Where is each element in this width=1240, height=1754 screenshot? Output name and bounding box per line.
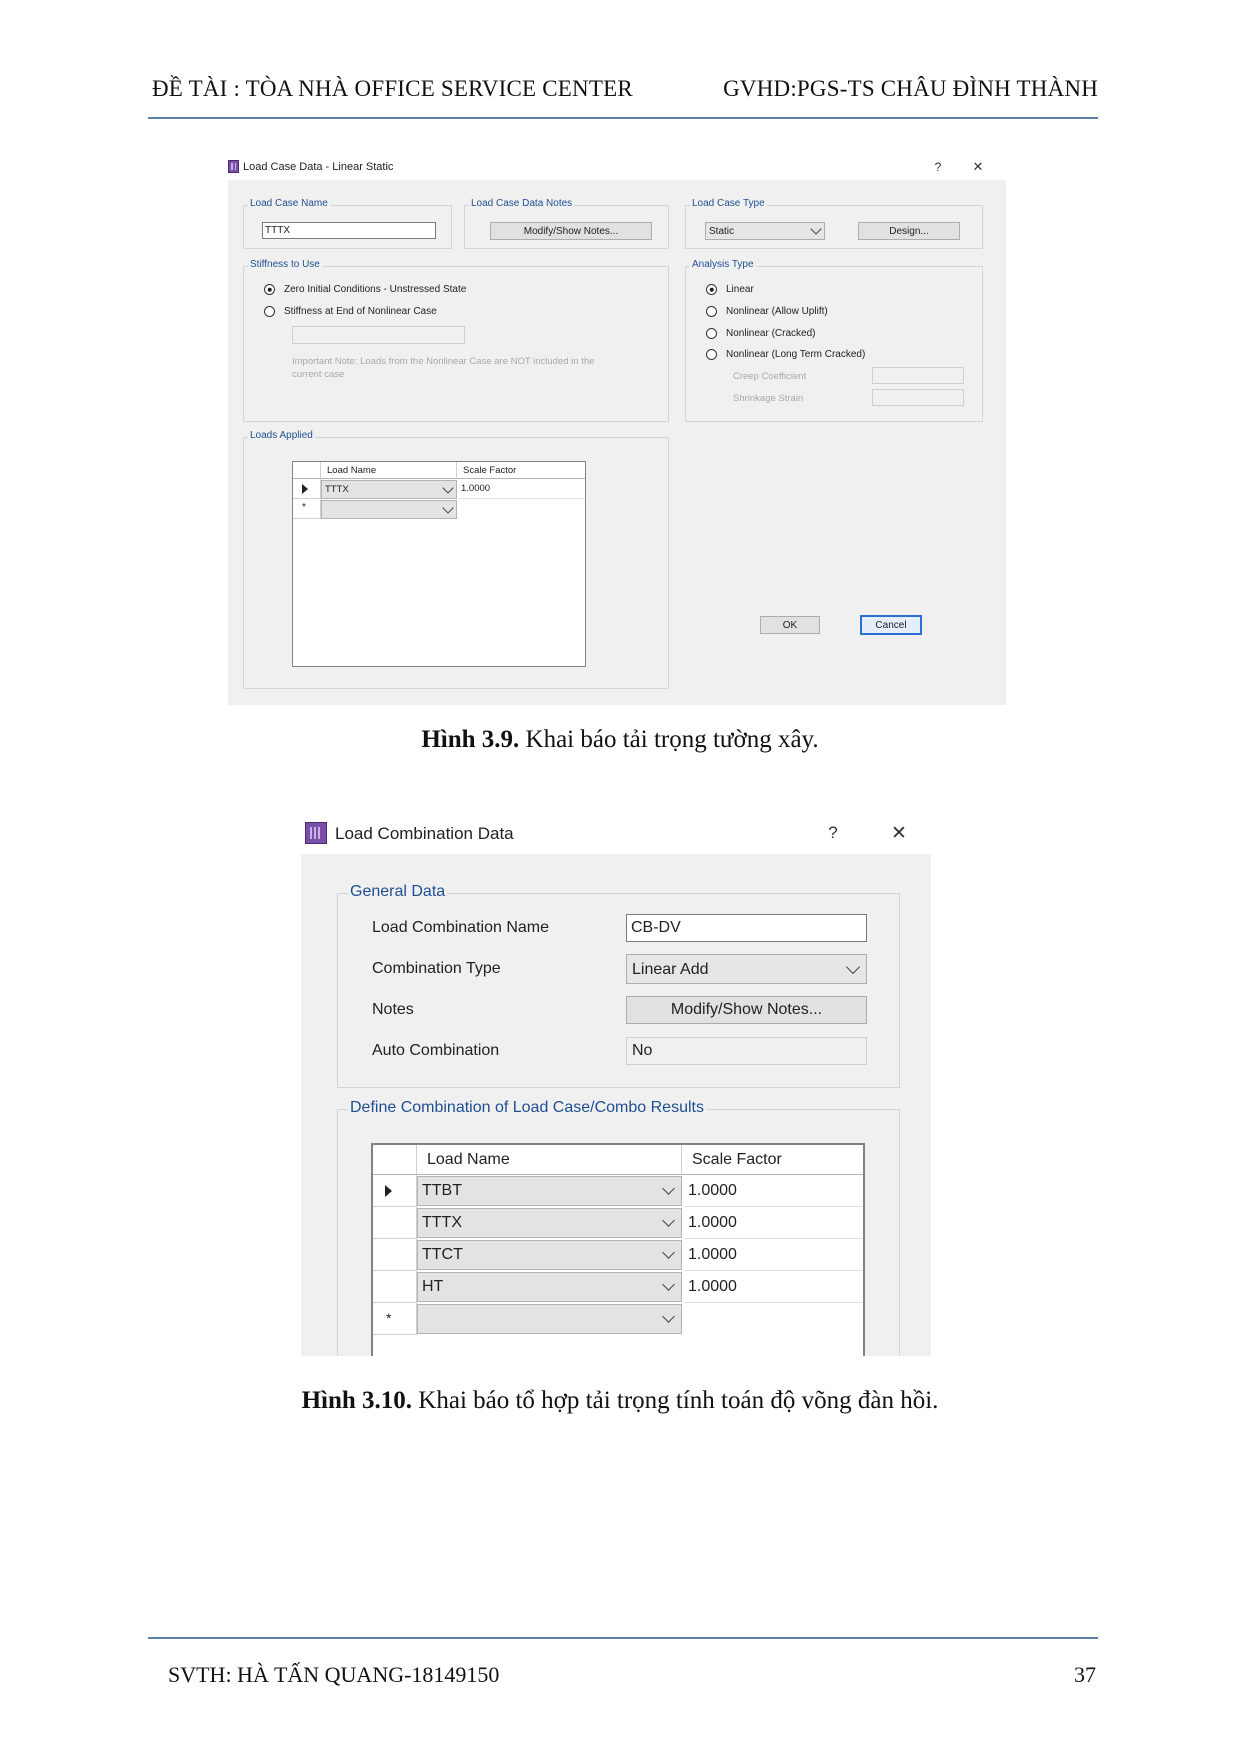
title-bar (301, 812, 931, 854)
chevron-down-icon (662, 1246, 675, 1259)
row-selector[interactable] (373, 1207, 417, 1239)
load-case-name-input[interactable]: TTTX (262, 222, 436, 239)
combination-type-value: Linear Add (632, 961, 709, 978)
load-case-type-select[interactable] (705, 222, 825, 240)
row-selector[interactable] (373, 1175, 417, 1207)
close-icon[interactable]: ✕ (972, 159, 984, 174)
auto-combination-label: Auto Combination (372, 1042, 500, 1059)
header-topic: ĐỀ TÀI : TÒA NHÀ OFFICE SERVICE CENTER (152, 76, 633, 101)
general-data-label: General Data (350, 883, 446, 900)
shrinkage-strain-label: Shrinkage Strain (733, 393, 804, 404)
footer-rule (148, 1637, 1098, 1639)
column-header-load-name: Load Name (321, 462, 457, 479)
load-name-cell: HT (422, 1278, 444, 1295)
chevron-down-icon (810, 223, 821, 234)
page-number: 37 (1074, 1662, 1096, 1687)
column-header-scale-factor: Scale Factor (457, 462, 586, 479)
radio-linear-label: Linear (726, 284, 754, 295)
radio-nonlinear-longterm[interactable] (706, 349, 717, 360)
chevron-down-icon (662, 1214, 675, 1227)
new-load-name-cell[interactable] (321, 500, 457, 519)
radio-nonlinear-uplift-label: Nonlinear (Allow Uplift) (726, 306, 828, 317)
notes-label: Load Case Data Notes (471, 198, 573, 209)
radio-end-nonlinear[interactable] (264, 306, 275, 317)
app-icon (305, 822, 327, 844)
help-button[interactable]: ? (934, 160, 942, 174)
chevron-down-icon (662, 1182, 675, 1195)
load-case-name-label: Load Case Name (250, 198, 328, 209)
dialog-title: Load Combination Data (335, 824, 514, 843)
header-advisor: GVHD:PGS-TS CHÂU ĐÌNH THÀNH (723, 76, 1098, 101)
figure1-caption-text: Khai báo tải trọng tường xây. (519, 726, 819, 753)
stiffness-label: Stiffness to Use (250, 259, 320, 270)
row-header-corner (373, 1145, 417, 1175)
combination-type-select[interactable] (626, 954, 867, 984)
shrinkage-strain-field (872, 389, 964, 406)
app-icon (228, 160, 239, 173)
define-combination-label: Define Combination of Load Case/Combo Results (350, 1099, 704, 1116)
chevron-down-icon (662, 1310, 675, 1323)
load-name-cell: TTBT (422, 1182, 462, 1199)
combination-type-label: Combination Type (372, 960, 501, 977)
chevron-down-icon (442, 502, 453, 513)
notes-label: Notes (372, 1001, 414, 1018)
figure2-caption-label: Hình 3.10. (301, 1387, 413, 1414)
footer-student: SVTH: HÀ TẤN QUANG-18149150 (168, 1662, 500, 1687)
auto-combination-value: No (626, 1037, 867, 1065)
combination-name-input[interactable]: CB-DV (626, 914, 867, 942)
dialog-title: Load Case Data - Linear Static (243, 161, 394, 173)
row-header-corner (293, 462, 321, 479)
new-row-selector[interactable] (373, 1303, 417, 1335)
new-row-selector[interactable] (293, 499, 321, 519)
page-header (148, 72, 1098, 116)
table-row[interactable] (417, 1240, 682, 1270)
radio-zero-initial-label: Zero Initial Conditions - Unstressed State (284, 284, 467, 295)
column-header-load-name: Load Name (417, 1145, 682, 1175)
scale-factor-cell[interactable]: 1.0000 (684, 1272, 865, 1303)
modify-notes-button[interactable]: Modify/Show Notes... (626, 996, 867, 1024)
radio-nonlinear-cracked-label: Nonlinear (Cracked) (726, 328, 816, 339)
row-selector[interactable] (373, 1271, 417, 1303)
nonlinear-case-field (292, 326, 465, 344)
radio-zero-initial[interactable] (264, 284, 275, 295)
title-bar (228, 155, 1006, 180)
close-icon[interactable]: ✕ (891, 823, 907, 844)
radio-linear[interactable] (706, 284, 717, 295)
table-row[interactable] (417, 1272, 682, 1302)
load-name-cell: TTTX (325, 484, 349, 495)
combination-name-label: Load Combination Name (372, 919, 549, 936)
table-row[interactable] (417, 1208, 682, 1238)
load-case-type-value: Static (709, 226, 735, 237)
radio-nonlinear-cracked[interactable] (706, 328, 717, 339)
ok-button[interactable]: OK (760, 616, 820, 634)
row-selector[interactable] (293, 479, 321, 499)
scale-factor-cell[interactable]: 1.0000 (459, 480, 586, 499)
load-combination-dialog (301, 812, 931, 1356)
radio-end-nonlinear-label: Stiffness at End of Nonlinear Case (284, 306, 437, 317)
load-name-cell: TTCT (422, 1246, 463, 1263)
help-button[interactable]: ? (828, 823, 838, 842)
new-row-icon: * (386, 1310, 392, 1326)
new-row-icon: * (302, 502, 306, 513)
chevron-down-icon (846, 960, 860, 974)
table-row[interactable] (417, 1176, 682, 1206)
scale-factor-cell[interactable]: 1.0000 (684, 1208, 865, 1239)
creep-coefficient-label: Creep Coefficient (733, 371, 807, 382)
load-name-cell: TTTX (422, 1214, 462, 1231)
modify-notes-button[interactable]: Modify/Show Notes... (490, 222, 652, 240)
row-selector[interactable] (373, 1239, 417, 1271)
loads-applied-label: Loads Applied (250, 430, 313, 441)
load-case-dialog (228, 155, 1006, 705)
scale-factor-cell[interactable]: 1.0000 (684, 1176, 865, 1207)
header-rule (148, 117, 1098, 119)
creep-coefficient-field (872, 367, 964, 384)
load-case-type-label: Load Case Type (692, 198, 765, 209)
column-header-scale-factor: Scale Factor (682, 1145, 865, 1175)
figure1-caption-label: Hình 3.9. (421, 726, 520, 753)
chevron-down-icon (442, 482, 453, 493)
radio-nonlinear-longterm-label: Nonlinear (Long Term Cracked) (726, 349, 866, 360)
table-row[interactable] (321, 480, 457, 499)
figure1-caption (0, 726, 1240, 754)
stiffness-note-line1: Important Note: Loads from the Nonlinear Case are NOT included in the (292, 356, 595, 367)
combination-grid (371, 1143, 865, 1356)
loads-applied-grid (292, 461, 586, 667)
chevron-down-icon (662, 1278, 675, 1291)
figure2-caption-text: Khai báo tổ hợp tải trọng tính toán độ võng đàn hồi. (412, 1387, 939, 1414)
stiffness-note-line2: current case (292, 369, 345, 380)
current-row-icon (302, 484, 308, 494)
current-row-icon (385, 1185, 392, 1197)
design-button[interactable]: Design... (858, 222, 960, 240)
scale-factor-cell[interactable]: 1.0000 (684, 1240, 865, 1271)
cancel-button[interactable]: Cancel (860, 615, 922, 635)
new-load-name-cell[interactable] (417, 1304, 682, 1334)
analysis-type-label: Analysis Type (692, 259, 754, 270)
figure2-caption (0, 1387, 1240, 1415)
radio-nonlinear-uplift[interactable] (706, 306, 717, 317)
